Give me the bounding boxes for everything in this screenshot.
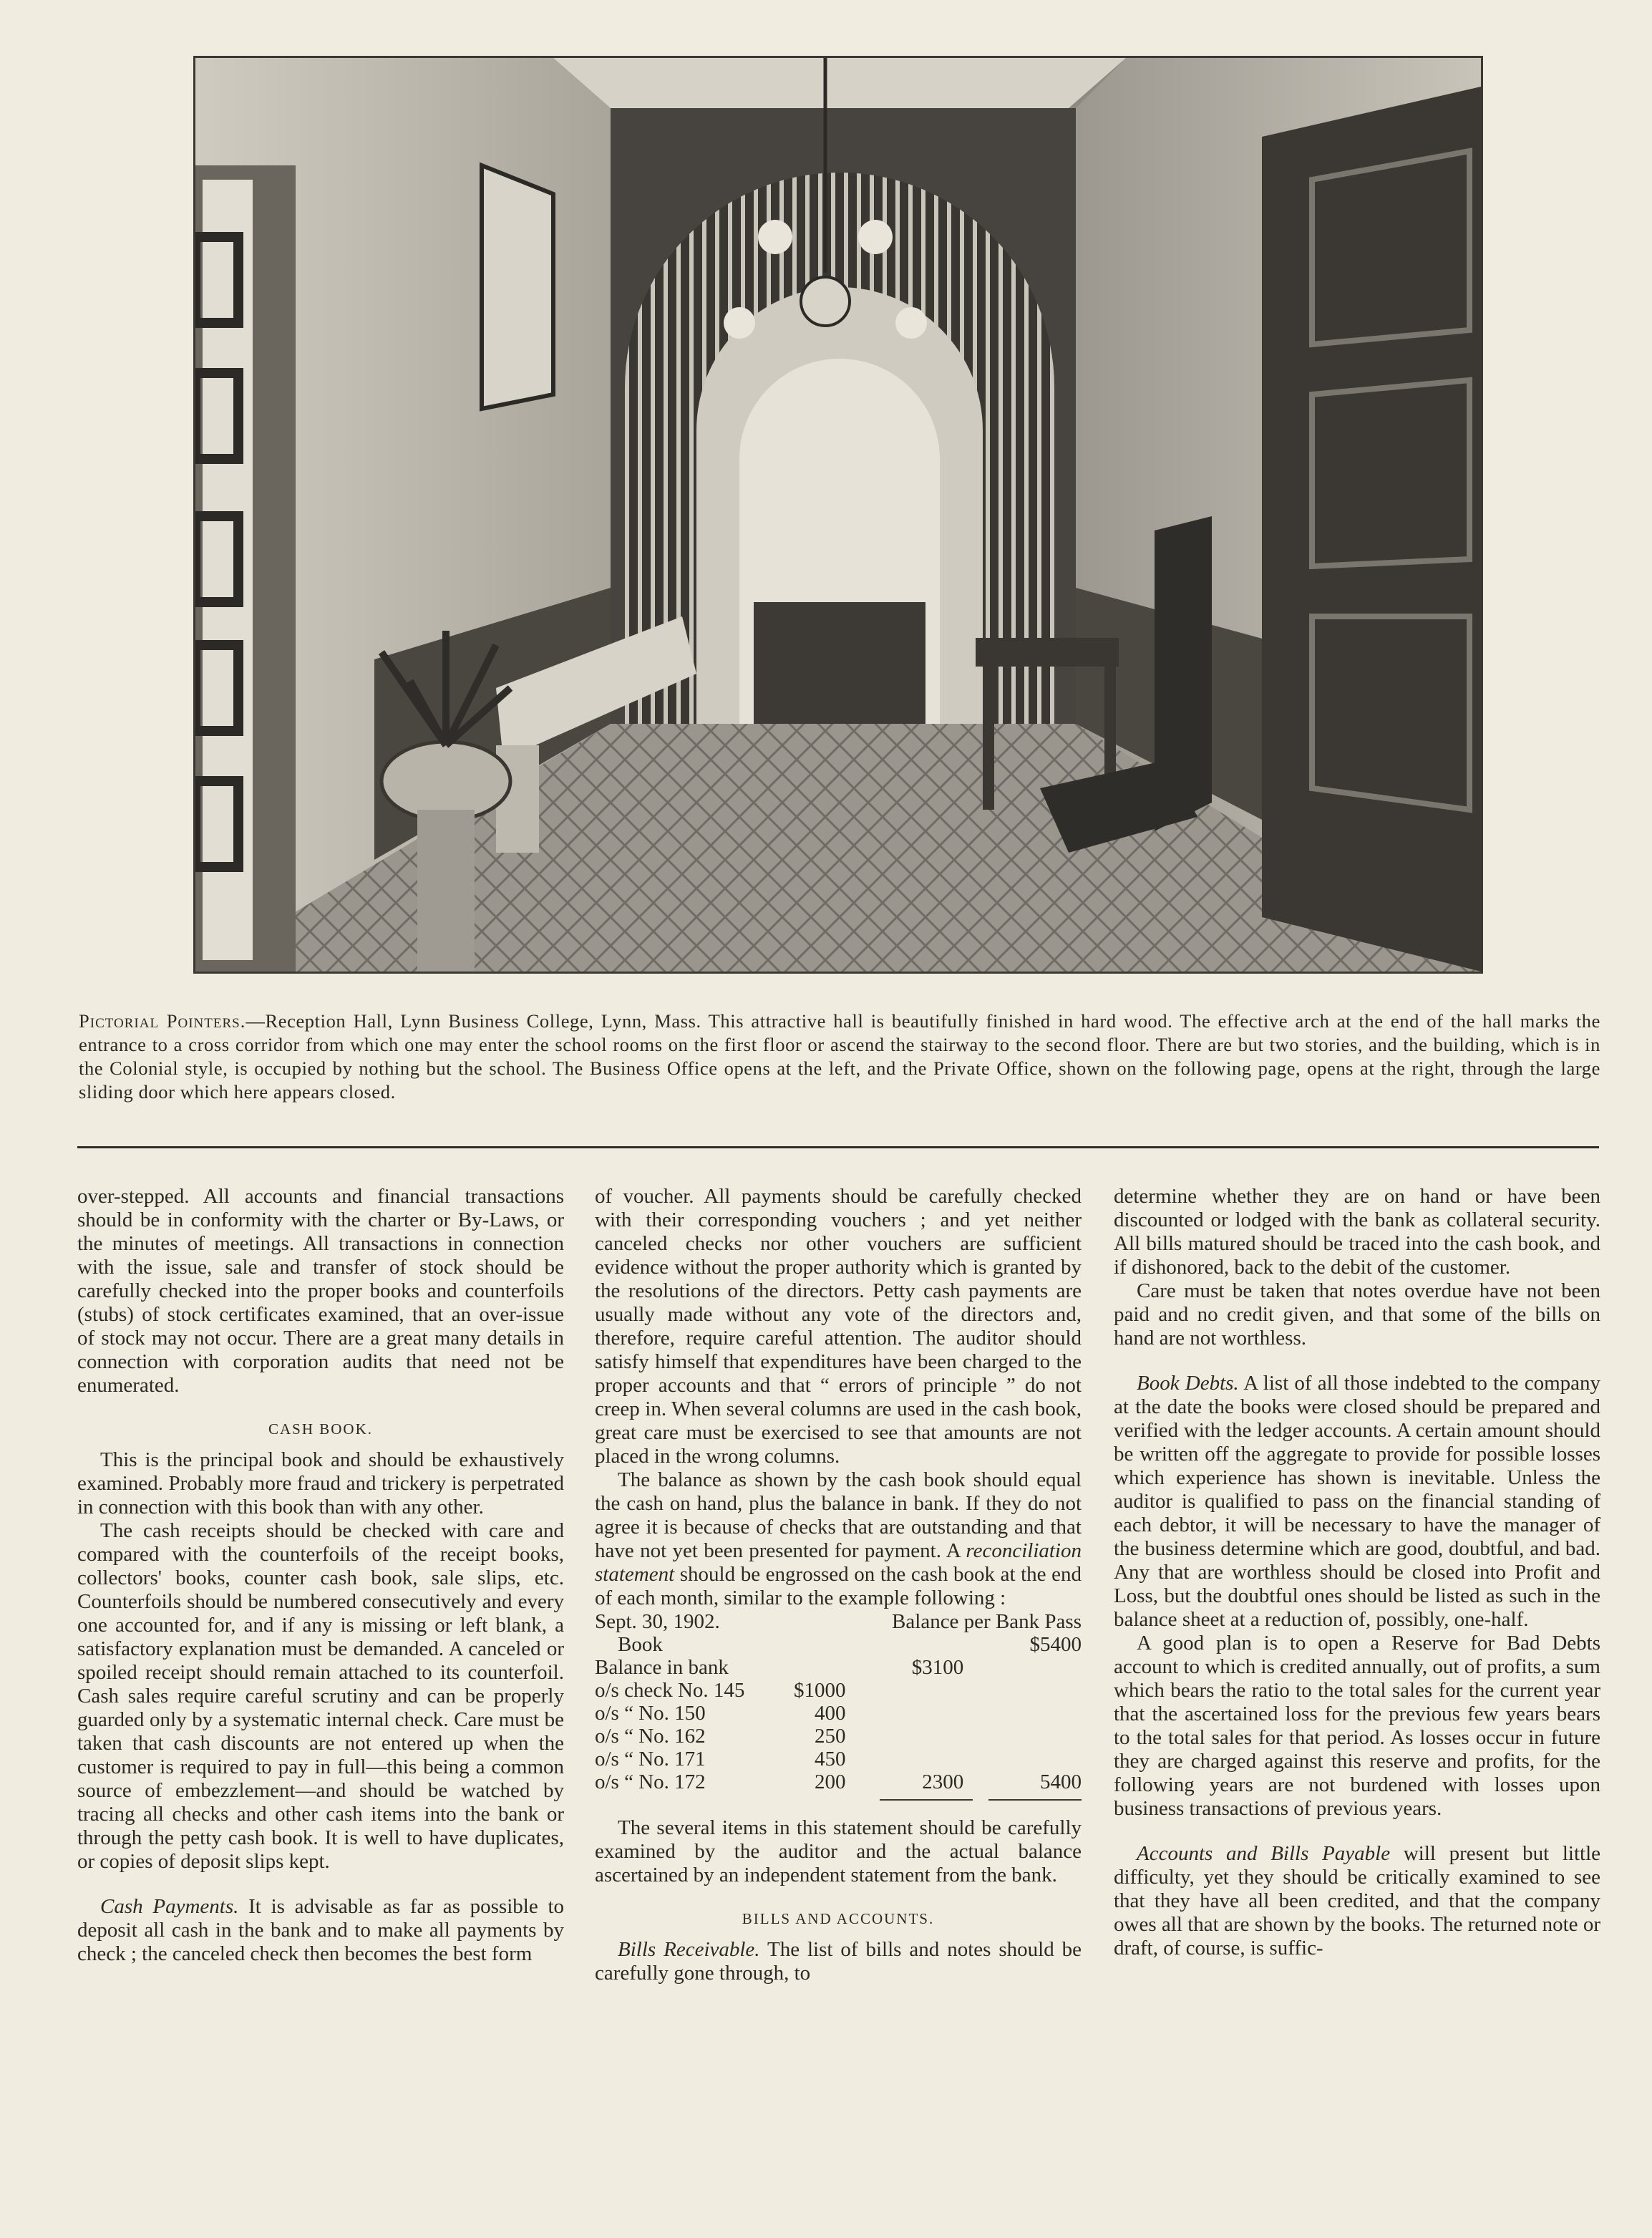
col3-paragraph-2: Care must be taken that notes overdue have not been paid and no credit given, and that some of the bills on hand are not worthless. [1114, 1279, 1600, 1350]
col3-paragraph-3: Book Debts. A list of all those indebted to the company at the date the books were closed should be prepared and verified with the ledger accounts. A certain amount should be written off the aggregate to provide for possible losses which experience has shown is inevitable. Unless the auditor is qualified to pass on the financial standing of each debtor, it will be necessary to have the manager of the business determine which are good, doubtful, and bad. Any that are worthless should be closed into Profit and Loss, but the doubtful ones should be listed as such in the balance sheet at a reduction of, possibly, one-half. [1114, 1372, 1601, 1631]
reconciliation-statement [595, 1610, 1082, 1793]
book-debts-heading: Book Debts. [1137, 1372, 1239, 1395]
caption-text: —Reception Hall, Lynn Business College, Lynn, Mass. This attractive hall is beautifully finished in hard wood. The effective arch at the end of the hall marks the entrance to a cross corridor from which one may enter the school rooms on the first floor or ascend the stairway to the second floor. There are but two stories, and the building, which is in the Colonial style, is occupied by nothing but the school. The Business Office opens at the left, and the Private Office, shown on the following page, opens at the right, through the large sliding door which here appears closed. [79, 1010, 1600, 1103]
cash-book-heading: CASH BOOK. [268, 1420, 374, 1438]
recon-cell-d [963, 1748, 1082, 1770]
recon-pass-book-total: $5400 [1029, 1633, 1082, 1656]
col1-paragraph-3: The cash receipts should be checked with care and compared with the counterfoils of the receipt books, collectors' books, counter cash book, sale slips, etc. Counterfoils should be numbered consecutively and every one accounted for, and if any is missing or left blank, a satisfactory explanation must be demanded. A canceled or spoiled receipt should remain attached to its counterfoil. Cash sales require careful scrutiny and can be properly guarded only by a systematic internal check. Care must be taken that cash discounts are not entered up when the customer is required to pay in full—this being a common source of embezzlement—and should be watched by tracing all checks and other cash items into the bank or through the petty cash book. It is well to have duplicates, or copies of deposit slips kept. [77, 1519, 564, 1873]
recon-cell-a: o/s “ No. 162 [595, 1725, 706, 1748]
accounts-payable-heading: Accounts and Bills Payable [1137, 1842, 1391, 1865]
recon-balance-in-bank: $3100 [911, 1656, 964, 1679]
recon-cell-b: 200 [815, 1770, 846, 1793]
photo-caption [79, 1009, 1600, 1104]
cash-payments-heading: Cash Payments. [100, 1895, 239, 1918]
recon-check-rows [595, 1679, 1082, 1793]
section-divider [77, 1146, 1599, 1148]
hall-illustration [195, 58, 1481, 972]
col3-paragraph-1: determine whether they are on hand or have been discounted or lodged with the bank as collateral security. All bills matured should be traced into the cash book, and if dishonored, back to the debit of the customer. [1114, 1185, 1600, 1279]
recon-row [595, 1702, 1082, 1725]
col1-paragraph-1: over-stepped. All accounts and financial transactions should be in conformity with the charter or By-Laws, or the minutes of meetings. All transactions in connection with the issue, sale and transfer of stock should be carefully checked into the proper books and counterfoils (stubs) of stock certificates examined, that an over-issue of stock may not occur. There are a great many details in connection with corporation audits that need not be enumerated. [77, 1185, 564, 1397]
recon-cell-a: o/s “ No. 150 [595, 1702, 706, 1725]
bills-and-accounts-heading: BILLS AND ACCOUNTS. [742, 1910, 935, 1927]
recon-balance-label: Balance in bank [595, 1656, 729, 1679]
column-1 [77, 1185, 564, 1966]
column-2 [595, 1185, 1082, 1985]
recon-cell-d [963, 1725, 1082, 1748]
recon-cell-c: 2300 [922, 1770, 964, 1793]
recon-cell-b: 400 [815, 1702, 846, 1725]
col3-paragraph-5: Accounts and Bills Payable will present but little difficulty, yet they should be critically examined to see that they have all been credited, and that the company owes all that are shown by the books. The returned note or draft, of course, is suffic- [1114, 1842, 1600, 1960]
caption-lead: Pictorial Pointers. [79, 1010, 246, 1032]
recon-cell-c [846, 1725, 964, 1748]
recon-cell-a: o/s “ No. 171 [595, 1748, 706, 1770]
col2-paragraph-1: of voucher. All payments should be carefully checked with their corresponding vouchers ; and yet neither canceled checks nor other vouchers are sufficient evidence without the proper authority which is granted by the resolutions of the directors. Petty cash payments are usually made without any vote of the directors and, therefore, require careful attention. The auditor should satisfy himself that expenditures have been charged to the proper accounts and that “ errors of principle ” do not creep in. When several columns are used in the cash book, great care must be exercised to see that amounts are not placed in the wrong columns. [595, 1185, 1082, 1468]
col1-paragraph-2: This is the principal book and should be exhaustively examined. Probably more fraud and trickery is perpetrated in connection with this book than with any other. [77, 1448, 564, 1518]
recon-cell-b: 450 [815, 1748, 846, 1770]
bills-receivable-heading: Bills Receivable. [618, 1938, 760, 1961]
col2-paragraph-4: Bills Receivable. The list of bills and notes should be carefully gone through, to [595, 1938, 1082, 1985]
recon-cell-d [963, 1679, 1082, 1702]
reception-hall-photo [193, 56, 1483, 974]
recon-cell-d [963, 1702, 1082, 1725]
recon-cell-c [846, 1702, 964, 1725]
recon-row [595, 1770, 1082, 1793]
recon-cell-c [846, 1748, 964, 1770]
recon-cell-b: 250 [815, 1725, 846, 1748]
col2-paragraph-3: The several items in this statement should be carefully examined by the auditor and the actual balance ascertained by an independent statement from the bank. [595, 1816, 1082, 1886]
col2-paragraph-2: The balance as shown by the cash book should equal the cash on hand, plus the balance in bank. If they do not agree it is because of checks that are outstanding and that have not yet been presented for payment. A reconciliation statement should be engrossed on the cash book at the end of each month, similar to the example following : [595, 1468, 1082, 1609]
column-3 [1114, 1185, 1600, 1960]
recon-cell-c [846, 1679, 964, 1702]
col3-paragraph-4: A good plan is to open a Reserve for Bad Debts account to which is credited annually, out of profits, a sum which bears the ratio to the total sales for the current year that the ascertained loss for the previous few years bears to the total sales for that period. As losses occur in future they are charged against this reserve and profits, for the following years are not burdened with losses upon business transactions of previous years. [1114, 1632, 1600, 1820]
recon-total-rules [595, 1799, 1082, 1801]
recon-cell-a: o/s “ No. 172 [595, 1770, 706, 1793]
recon-book-label: Book [618, 1633, 663, 1656]
recon-cell-a: o/s check No. 145 [595, 1679, 745, 1702]
recon-date: Sept. 30, 1902. [595, 1610, 720, 1633]
recon-row [595, 1725, 1082, 1748]
recon-cell-d: 5400 [1040, 1770, 1082, 1793]
recon-cell-b: $1000 [794, 1679, 846, 1702]
col1-paragraph-4: Cash Payments. It is advisable as far as possible to deposit all cash in the bank and to make all payments by check ; the canceled check then becomes the best form [77, 1895, 565, 1965]
reconciliation-statement-term: reconciliation statement [595, 1539, 1082, 1586]
recon-row [595, 1748, 1082, 1770]
recon-row [595, 1679, 1082, 1702]
recon-heading: Balance per Bank Pass [892, 1610, 1082, 1633]
